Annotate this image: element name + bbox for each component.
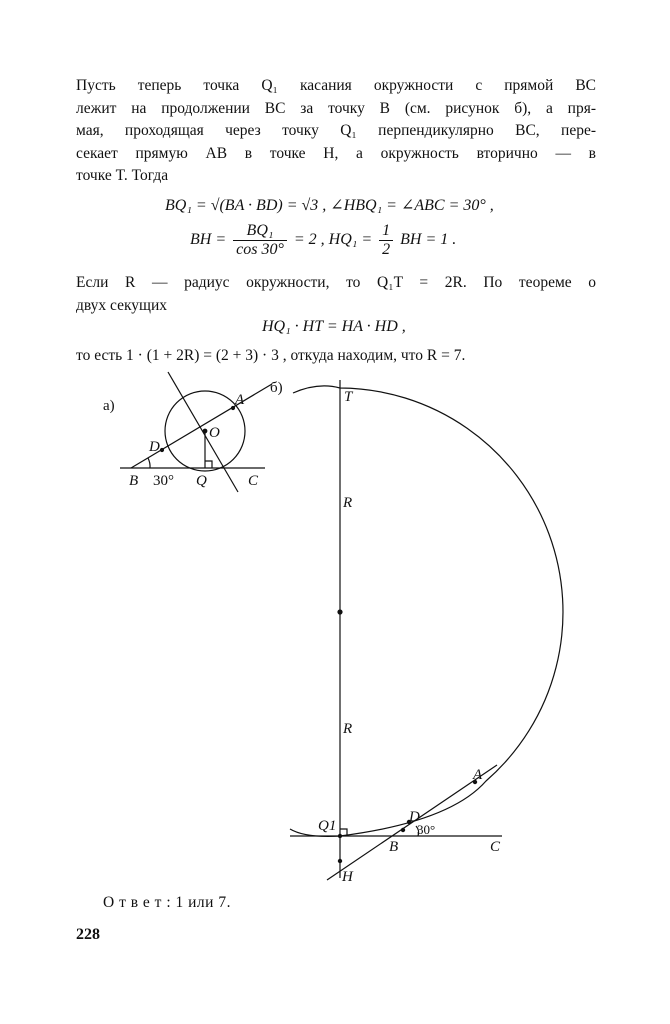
- formula-2-rhs: BH = 1 .: [400, 231, 457, 249]
- point-d: [161, 449, 164, 452]
- paragraph-1-line: Пусть теперь точка Q₁ касания окружности с прямой BC: [76, 77, 596, 94]
- figure-b-caption: б): [270, 380, 283, 396]
- figure-a-caption: а): [103, 398, 115, 414]
- answer: О т в е т : 1 или 7.: [103, 894, 231, 911]
- formula-3: HQ₁ · HT = HA · HD ,: [262, 318, 406, 335]
- fraction-denominator: cos 30°: [236, 241, 284, 258]
- angle-arc: [148, 458, 150, 468]
- label-a-b: A: [473, 767, 483, 783]
- page-number: 228: [76, 926, 100, 943]
- paragraph-2-line: двух секущих: [76, 296, 168, 314]
- label-h: H: [342, 869, 353, 885]
- point-b: [401, 828, 404, 831]
- paragraph-1-line: точке T. Тогда: [76, 167, 169, 184]
- label-r-top: R: [343, 495, 353, 511]
- point-h: [338, 859, 341, 862]
- formula-2-lhs: BH =: [190, 231, 227, 249]
- paragraph-1-line: мая, проходящая через точку Q₁ перпендикулярно BC, пере-: [76, 122, 596, 139]
- fraction-numerator: 1: [379, 222, 393, 241]
- label-a: A: [235, 392, 245, 408]
- figure-a: [103, 372, 272, 492]
- paragraph-1-line: лежит на продолжении BC за точку B (см. рисунок б), а пря-: [76, 99, 596, 117]
- label-q1: Q1: [318, 818, 337, 834]
- label-t: T: [344, 389, 353, 405]
- label-q: Q: [196, 473, 207, 489]
- formula-1: BQ₁ = √(BA · BD) = √3 , ∠HBQ₁ = ∠ABC = 30° ,: [165, 197, 494, 214]
- paragraph-3-line: то есть 1 · (1 + 2R) = (2 + 3) · 3 , откуда находим, что R = 7.: [76, 347, 466, 364]
- formula-2-mid: = 2 , HQ₁ =: [293, 231, 373, 249]
- large-circle-arc: [290, 386, 563, 836]
- figure-b: [270, 380, 563, 885]
- fraction-numerator: BQ₁: [233, 222, 287, 241]
- label-d-b: D: [409, 809, 420, 825]
- label-r-bottom: R: [343, 721, 353, 737]
- fraction-denominator: 2: [382, 241, 391, 258]
- label-c: C: [248, 473, 259, 489]
- paragraph-2-line: Если R — радиус окружности, то Q₁T = 2R. По теореме о: [76, 274, 596, 291]
- label-b-b: B: [389, 839, 399, 855]
- center-point: [338, 610, 342, 614]
- label-b: B: [129, 473, 139, 489]
- secant-ba: [131, 384, 272, 468]
- label-c-b: C: [490, 839, 501, 855]
- point-q1: [338, 834, 341, 837]
- label-angle-30: 30°: [153, 473, 174, 489]
- label-o: O: [209, 425, 220, 441]
- label-angle-30-b: 30°: [417, 822, 436, 837]
- point-o: [203, 429, 207, 433]
- paragraph-1-line: секает прямую AB в точке H, а окружность вторично — в: [76, 144, 596, 162]
- label-d: D: [149, 439, 160, 455]
- right-angle-mark: [205, 461, 212, 468]
